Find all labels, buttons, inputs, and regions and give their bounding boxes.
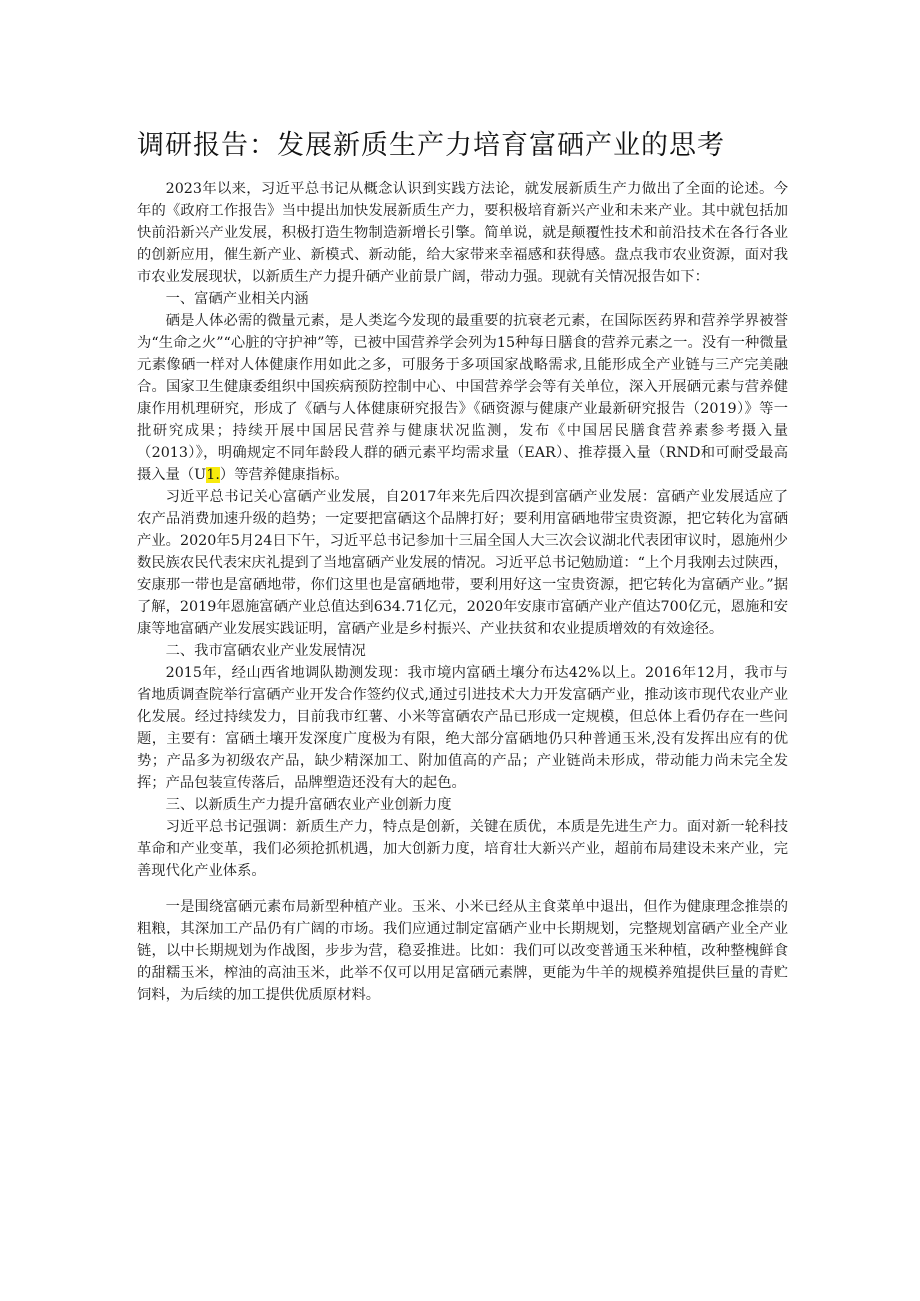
paragraph-text: ）等营养健康指标。 xyxy=(219,467,349,483)
paragraph-text: 硒是人体必需的微量元素，是人类迄今发现的最重要的抗衰老元素，在国际医药界和营养学界被誉为“生命之火”“心脏的守护神”等，已被中国营养学会列为15种每日膳食的营养元素之一。没有一种微量元素像硒一样对人体健康作用如此之多，可服务于多项国家战略需求,且能形成全产业链与三产完美融合。国家卫生健康委组织中国疾病预防控制中心、中国营养学会等有关单位，深入开展硒元素与营养健康作用机理研究，形成了《硒与人体健康研究报告》《硒资源与健康产业最新研究报告（2019）》等一批研究成果；持续开展中国居民营养与健康状况监测，发布《中国居民膳食营养素参考摄入量（2013）》，明确规定不同年龄段人群的硒元素平均需求量（EAR）、推荐摄入量（RND和可耐受最高摄入量（U xyxy=(137,313,788,483)
document-title: 调研报告：发展新质生产力培育富硒产业的思考 xyxy=(137,130,725,161)
section-heading-1: 一、富硒产业相关内涵 xyxy=(165,291,309,307)
intro-paragraph: 2023年以来，习近平总书记从概念认识到实践方法论，就发展新质生产力做出了全面的论述。今年的《政府工作报告》当中提出加快发展新质生产力，要积极培育新兴产业和未来产业。其中就包括加快前沿新兴产业发展，积极打造生物制造新增长引擎。简单说，就是颠覆性技术和前沿技术在各行各业的创新应用，催生新产业、新模式、新动能，给大家带来幸福感和获得感。盘点我市农业资源，面对我市农业发展现状，以新质生产力提升硒产业前景广阔，带动力强。现就有关情况报告如下： xyxy=(137,181,788,285)
paragraph-local-situation: 2015年，经山西省地调队勘测发现：我市境内富硒土壤分布达42%以上。2016年12月，我市与省地质调查院举行富硒产业开发合作签约仪式,通过引进技术大力开发富硒产业，推动该市现代农业产业化发展。经过持续发力，目前我市红薯、小米等富硒农产品已形成一定规模，但总体上看仍存在一些问题，主要有：富硒土壤开发深度广度极为有限，绝大部分富硒地仍只种普通玉米,没有发挥出应有的优势；产品多为初级农产品，缺少精深加工、附加值高的产品；产业链尚未形成，带动能力尚未完全发挥；产品包装宣传落后，品牌塑造还没有大的起色。 xyxy=(137,665,788,791)
document-body xyxy=(137,178,788,1006)
paragraph-planting-industry: 一是围绕富硒元素布局新型种植产业。玉米、小米已经从主食菜单中退出，但作为健康理念推崇的粗粮，其深加工产品仍有广阔的市场。我们应通过制定富硒产业中长期规划，完整规划富硒产业全产业链，以中长期规划为作战图，步步为营，稳妥推进。比如：我们可以改变普通玉米种植，改种整槐鲜食的甜糯玉米，榨油的高油玉米，此举不仅可以用足富硒元素牌，更能为牛羊的规模养殖提供巨量的青贮饲料，为后续的加工提供优质原材料。 xyxy=(137,899,788,1003)
paragraph-selenium-definition xyxy=(137,310,788,486)
section-heading-3: 三、以新质生产力提升富硒农业产业创新力度 xyxy=(165,797,452,813)
paragraph-innovation: 习近平总书记强调：新质生产力，特点是创新，关键在质优，本质是先进生产力。面对新一轮科技革命和产业变革，我们必须抢抓机遇，加大创新力度，培育壮大新兴产业，超前布局建设未来产业，完善现代化产业体系。 xyxy=(137,819,788,879)
paragraph-industry-development: 习近平总书记关心富硒产业发展，自2017年来先后四次提到富硒产业发展：富硒产业发展适应了农产品消费加速升级的趋势；一定要把富硒这个品牌打好；要利用富硒地带宝贵资源，把它转化为富硒产业。2020年5月24日下午，习近平总书记参加十三届全国人大三次会议湖北代表团审议时，恩施州少数民族农民代表宋庆礼提到了当地富硒产业发展的情况。习近平总书记勉励道：“上个月我刚去过陕西，安康那一带也是富硒地带，你们这里也是富硒地带，要利用好这一宝贵资源，把它转化为富硒产业。”据了解，2019年恩施富硒产业总值达到634.71亿元，2020年安康市富硒产业产值达700亿元，恩施和安康等地富硒产业发展实践证明，富硒产业是乡村振兴、产业扶贫和农业提质增效的有效途径。 xyxy=(137,489,788,637)
highlighted-text: 1. xyxy=(206,467,220,483)
section-heading-2: 二、我市富硒农业产业发展情况 xyxy=(165,643,366,659)
